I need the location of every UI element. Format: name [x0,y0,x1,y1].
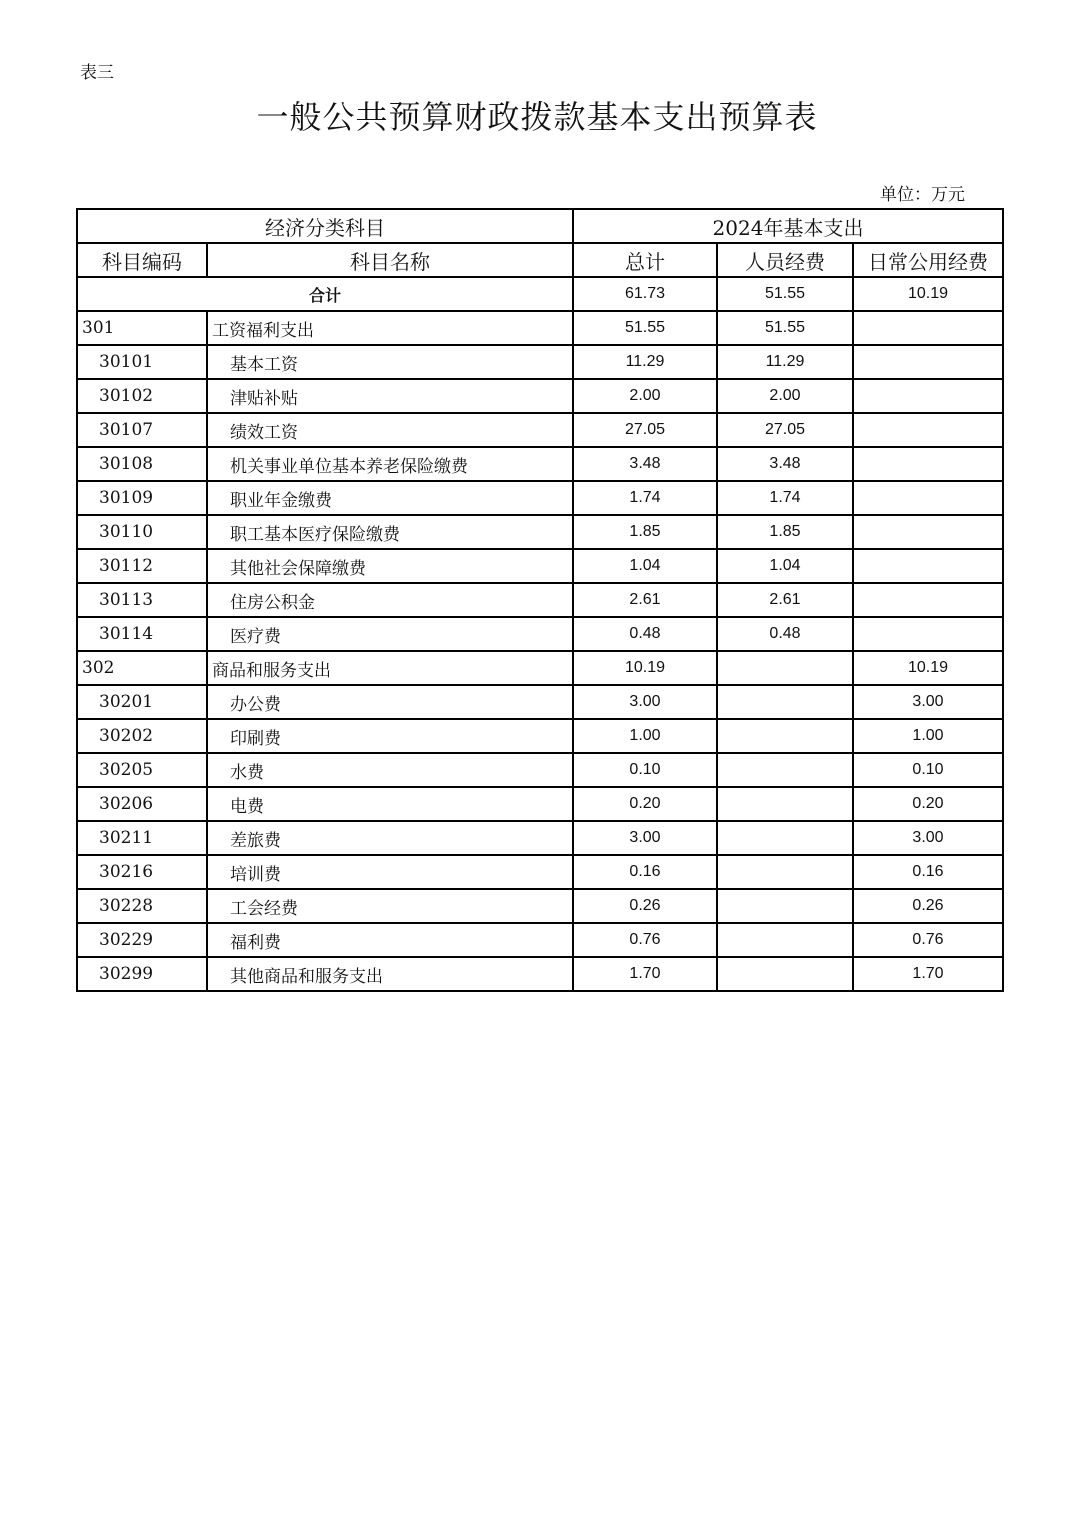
row-public [853,447,1003,481]
table-row [77,447,1003,481]
subject-code: 30102 [77,379,207,413]
row-public: 3.00 [853,685,1003,719]
row-personnel [717,957,853,991]
subject-name: 住房公积金 [207,583,573,617]
row-public: 0.26 [853,889,1003,923]
row-public [853,345,1003,379]
subject-name: 其他商品和服务支出 [207,957,573,991]
row-personnel [717,889,853,923]
total-row [77,277,1003,311]
row-personnel: 2.61 [717,583,853,617]
row-personnel: 51.55 [717,311,853,345]
table-row [77,617,1003,651]
row-total: 0.26 [573,889,717,923]
row-personnel [717,821,853,855]
table-row [77,379,1003,413]
row-total: 27.05 [573,413,717,447]
header-economic-classification: 经济分类科目 [77,209,573,243]
table-row [77,345,1003,379]
subject-name: 机关事业单位基本养老保险缴费 [207,447,573,481]
subject-name: 绩效工资 [207,413,573,447]
subject-code: 30107 [77,413,207,447]
subject-code: 30101 [77,345,207,379]
row-total: 3.00 [573,685,717,719]
row-public [853,413,1003,447]
row-personnel: 0.48 [717,617,853,651]
subject-code: 30228 [77,889,207,923]
subject-name: 印刷费 [207,719,573,753]
subject-code: 30110 [77,515,207,549]
row-total: 0.10 [573,753,717,787]
row-personnel: 1.74 [717,481,853,515]
subject-code: 30112 [77,549,207,583]
table-row [77,719,1003,753]
table-row [77,787,1003,821]
subject-name: 工资福利支出 [207,311,573,345]
subject-name: 办公费 [207,685,573,719]
row-total: 0.20 [573,787,717,821]
header-total: 总计 [573,243,717,277]
subject-code: 30202 [77,719,207,753]
row-public: 1.70 [853,957,1003,991]
row-public [853,311,1003,345]
total-label: 合计 [77,277,573,311]
subject-code: 30299 [77,957,207,991]
subject-name: 电费 [207,787,573,821]
table-row [77,957,1003,991]
header-basic-expenditure: 2024年基本支出 [573,209,1003,243]
table-row [77,413,1003,447]
row-public: 0.76 [853,923,1003,957]
row-public [853,481,1003,515]
row-total: 1.04 [573,549,717,583]
row-total: 0.16 [573,855,717,889]
header-subject-name: 科目名称 [207,243,573,277]
table-row [77,855,1003,889]
row-total: 3.48 [573,447,717,481]
row-personnel: 1.04 [717,549,853,583]
row-personnel: 27.05 [717,413,853,447]
row-public: 1.00 [853,719,1003,753]
table-row [77,651,1003,685]
header-row-group [77,209,1003,243]
row-personnel: 11.29 [717,345,853,379]
header-personnel-expenses: 人员经费 [717,243,853,277]
table-row [77,821,1003,855]
subject-code: 30229 [77,923,207,957]
table-row [77,753,1003,787]
row-public [853,617,1003,651]
subject-code: 30114 [77,617,207,651]
table-number-label: 表三 [80,63,114,83]
row-total: 10.19 [573,651,717,685]
table-row [77,549,1003,583]
subject-name: 商品和服务支出 [207,651,573,685]
subject-code: 302 [77,651,207,685]
row-total: 0.76 [573,923,717,957]
unit-label: 单位：万元 [880,185,965,205]
subject-code: 30205 [77,753,207,787]
row-personnel [717,753,853,787]
total-total: 61.73 [573,277,717,311]
total-personnel: 51.55 [717,277,853,311]
subject-code: 30108 [77,447,207,481]
row-public: 3.00 [853,821,1003,855]
header-public-expenses: 日常公用经费 [853,243,1003,277]
table-row [77,515,1003,549]
subject-code: 30206 [77,787,207,821]
subject-name: 职业年金缴费 [207,481,573,515]
table-row [77,923,1003,957]
subject-code: 30201 [77,685,207,719]
subject-name: 其他社会保障缴费 [207,549,573,583]
row-total: 51.55 [573,311,717,345]
subject-code: 301 [77,311,207,345]
table-row [77,685,1003,719]
row-public: 0.20 [853,787,1003,821]
row-public [853,549,1003,583]
row-public [853,379,1003,413]
page-title: 一般公共预算财政拨款基本支出预算表 [256,98,818,136]
subject-name: 职工基本医疗保险缴费 [207,515,573,549]
row-total: 1.74 [573,481,717,515]
row-personnel [717,685,853,719]
table-row [77,481,1003,515]
budget-table [76,208,1004,992]
subject-name: 水费 [207,753,573,787]
subject-name: 基本工资 [207,345,573,379]
row-personnel [717,719,853,753]
subject-name: 差旅费 [207,821,573,855]
subject-name: 工会经费 [207,889,573,923]
row-personnel: 1.85 [717,515,853,549]
subject-name: 津贴补贴 [207,379,573,413]
subject-code: 30216 [77,855,207,889]
row-total: 2.00 [573,379,717,413]
row-total: 11.29 [573,345,717,379]
subject-name: 医疗费 [207,617,573,651]
total-public: 10.19 [853,277,1003,311]
row-total: 1.00 [573,719,717,753]
header-row-columns [77,243,1003,277]
row-public: 10.19 [853,651,1003,685]
row-public: 0.10 [853,753,1003,787]
row-personnel [717,855,853,889]
table-row [77,583,1003,617]
row-personnel: 3.48 [717,447,853,481]
header-subject-code: 科目编码 [77,243,207,277]
row-total: 0.48 [573,617,717,651]
subject-code: 30109 [77,481,207,515]
row-total: 3.00 [573,821,717,855]
subject-name: 培训费 [207,855,573,889]
row-personnel [717,923,853,957]
row-total: 2.61 [573,583,717,617]
subject-code: 30113 [77,583,207,617]
subject-name: 福利费 [207,923,573,957]
row-public [853,515,1003,549]
row-public [853,583,1003,617]
row-public: 0.16 [853,855,1003,889]
row-personnel [717,651,853,685]
subject-code: 30211 [77,821,207,855]
row-personnel: 2.00 [717,379,853,413]
table-row [77,889,1003,923]
row-total: 1.85 [573,515,717,549]
table-row [77,311,1003,345]
row-total: 1.70 [573,957,717,991]
row-personnel [717,787,853,821]
